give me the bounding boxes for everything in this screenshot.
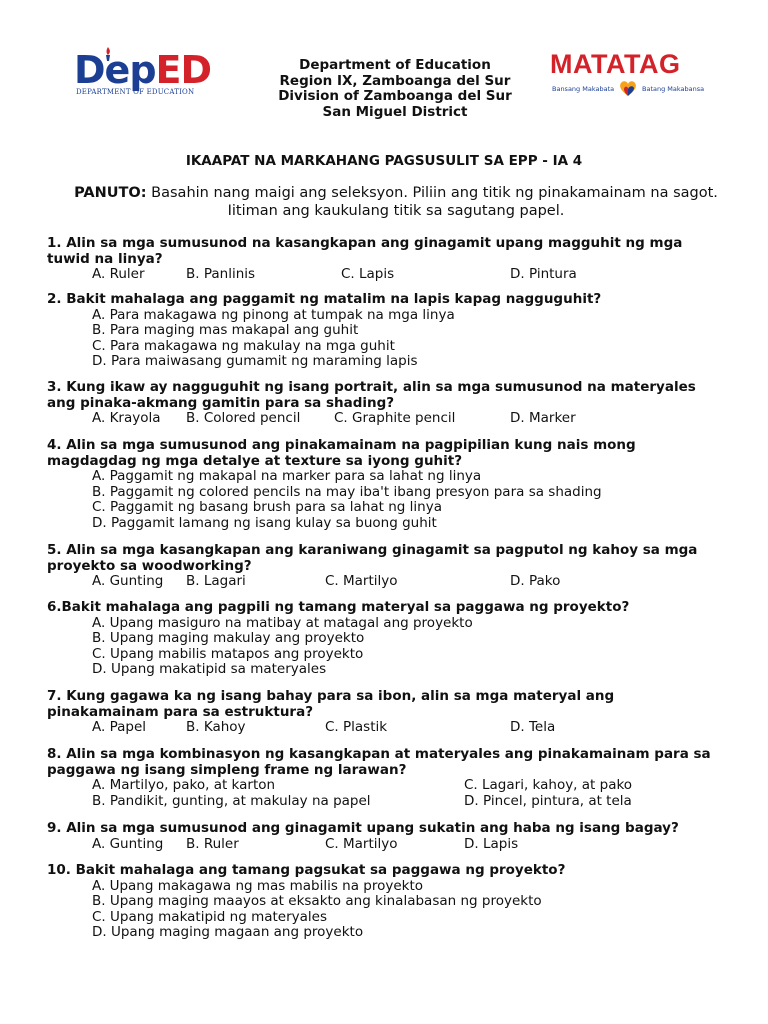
instructions-line-2: Iitiman ang kaukulang titik sa sagutang papel. [227, 203, 565, 219]
question-stem: 2. Bakit mahalaga ang paggamit ng matalim na lapis kapag nagguguhit? [47, 291, 602, 307]
option-d: D. Para maiwasang gumamit ng maraming lapis [92, 353, 418, 370]
question-6 [47, 600, 747, 678]
header-line-1: Department of Education [299, 57, 491, 73]
option-c: C. Lapis [341, 266, 395, 283]
option-c: C. Upang mabilis matapos ang proyekto [92, 645, 364, 662]
question-stem: 10. Bakit mahalaga ang tamang pagsukat sa paggawa ng proyekto? [47, 862, 566, 878]
header-line-3: Division of Zamboanga del Sur [278, 88, 512, 104]
question-4 [47, 438, 747, 532]
option-d: D. Tela [510, 719, 556, 736]
option-a: A. Papel [92, 719, 147, 736]
question-stem: 6.Bakit mahalaga ang pagpili ng tamang materyal sa paggawa ng proyekto? [47, 599, 630, 615]
instructions-line-1: Basahin nang maigi ang seleksyon. Piliin ang titik ng pinakamainam na sagot. [151, 185, 718, 201]
option-d: D. Lapis [464, 835, 519, 852]
question-stem: 7. Kung gagawa ka ng isang bahay para sa ibon, alin sa mga materyal ang [47, 688, 615, 704]
deped-wordmark: DepED [74, 48, 212, 92]
question-stem: 8. Alin sa mga kombinasyon ng kasangkapan at materyales ang pinakamainam para sa [47, 746, 711, 762]
option-b: B. Ruler [186, 835, 239, 852]
option-b: B. Kahoy [186, 719, 246, 736]
option-a: A. Para makagawa ng pinong at tumpak na mga linya [92, 306, 455, 323]
question-9 [47, 821, 747, 852]
option-d: D. Marker [510, 410, 576, 427]
option-c: C. Lagari, kahoy, at pako [464, 777, 633, 794]
option-b: B. Colored pencil [186, 410, 301, 427]
question-8 [47, 747, 747, 809]
header-line-2: Region IX, Zamboanga del Sur [279, 72, 511, 89]
instructions [40, 184, 752, 220]
matatag-left-text: Bansang Makabata [552, 85, 615, 93]
option-a: A. Gunting [92, 573, 164, 590]
question-stem-cont: proyekto sa woodworking? [47, 557, 252, 574]
question-stem: 3. Kung ikaw ay nagguguhit ng isang portrait, alin sa mga sumusunod na materyales [47, 379, 696, 395]
option-c: C. Martilyo [325, 573, 398, 590]
matatag-logo [550, 50, 710, 100]
heart-icon [618, 79, 638, 97]
option-b: B. Upang maging makulay ang proyekto [92, 630, 365, 647]
option-a: A. Paggamit ng makapal na marker para sa lahat ng linya [92, 468, 482, 485]
option-d: D. Paggamit lamang ng isang kulay sa buong guhit [92, 514, 437, 531]
option-d: D. Pincel, pintura, at tela [464, 792, 632, 809]
question-stem-cont: pinakamainam para sa estruktura? [47, 703, 314, 720]
question-stem-cont: ang pinaka-akmang gamitin para sa shading? [47, 394, 395, 411]
question-10 [47, 863, 747, 941]
option-b: B. Pandikit, gunting, at makulay na papel [92, 792, 371, 809]
question-stem-cont: paggawa ng isang simpleng frame ng larawan? [47, 761, 407, 778]
option-a: A. Krayola [92, 410, 161, 427]
deped-logo [74, 50, 214, 100]
option-d: D. Upang maging magaan ang proyekto [92, 924, 364, 941]
question-3 [47, 380, 747, 427]
option-b: B. Paggamit ng colored pencils na may iba't ibang presyon para sa shading [92, 483, 602, 500]
option-b: B. Para maging mas makapal ang guhit [92, 322, 359, 339]
question-7 [47, 689, 747, 736]
option-b: B. Panlinis [186, 266, 256, 283]
option-a: A. Ruler [92, 266, 145, 283]
matatag-right-text: Batang Makabansa [642, 85, 705, 93]
option-b: B. Upang maging maayos at eksakto ang kinalabasan ng proyekto [92, 893, 542, 910]
option-c: C. Martilyo [325, 835, 398, 852]
option-a: A. Upang masiguro na matibay at matagal ang proyekto [92, 614, 473, 631]
question-stem: 4. Alin sa mga sumusunod ang pinakamainam na pagpipilian kung nais mong [47, 437, 636, 453]
option-d: D. Pako [510, 573, 561, 590]
matatag-title: MATATAG [550, 49, 681, 79]
question-5 [47, 543, 747, 590]
option-d: D. Pintura [510, 266, 577, 283]
question-stem-cont: tuwid na linya? [47, 250, 163, 267]
option-a: A. Gunting [92, 835, 164, 852]
option-c: C. Graphite pencil [334, 410, 456, 427]
instructions-label: PANUTO: [74, 185, 147, 201]
exam-title: IKAAPAT NA MARKAHANG PAGSUSULIT SA EPP - IA 4 [185, 153, 583, 169]
header-text [230, 58, 560, 120]
option-a: A. Upang makagawa ng mas mabilis na proyekto [92, 877, 424, 894]
option-c: C. Plastik [325, 719, 388, 736]
question-stem: 5. Alin sa mga kasangkapan ang karaniwang ginagamit sa pagputol ng kahoy sa mga [47, 542, 698, 558]
question-stem-cont: magdagdag ng mga detalye at texture sa iyong guhit? [47, 452, 463, 469]
header-line-4: San Miguel District [322, 103, 468, 120]
question-2 [47, 292, 747, 370]
option-d: D. Upang makatipid sa materyales [92, 661, 327, 678]
question-stem: 1. Alin sa mga sumusunod na kasangkapan ang ginagamit upang magguhit ng mga [47, 235, 683, 251]
question-1 [47, 236, 747, 283]
option-c: C. Upang makatipid ng materyales [92, 908, 327, 925]
option-c: C. Paggamit ng basang brush para sa lahat ng linya [92, 499, 442, 516]
question-stem: 9. Alin sa mga sumusunod ang ginagamit upang sukatin ang haba ng isang bagay? [47, 820, 679, 836]
option-c: C. Para makagawa ng makulay na mga guhit [92, 337, 395, 354]
deped-subtitle: DEPARTMENT OF EDUCATION [76, 88, 195, 96]
option-a: A. Martilyo, pako, at karton [92, 777, 276, 794]
option-b: B. Lagari [186, 573, 246, 590]
